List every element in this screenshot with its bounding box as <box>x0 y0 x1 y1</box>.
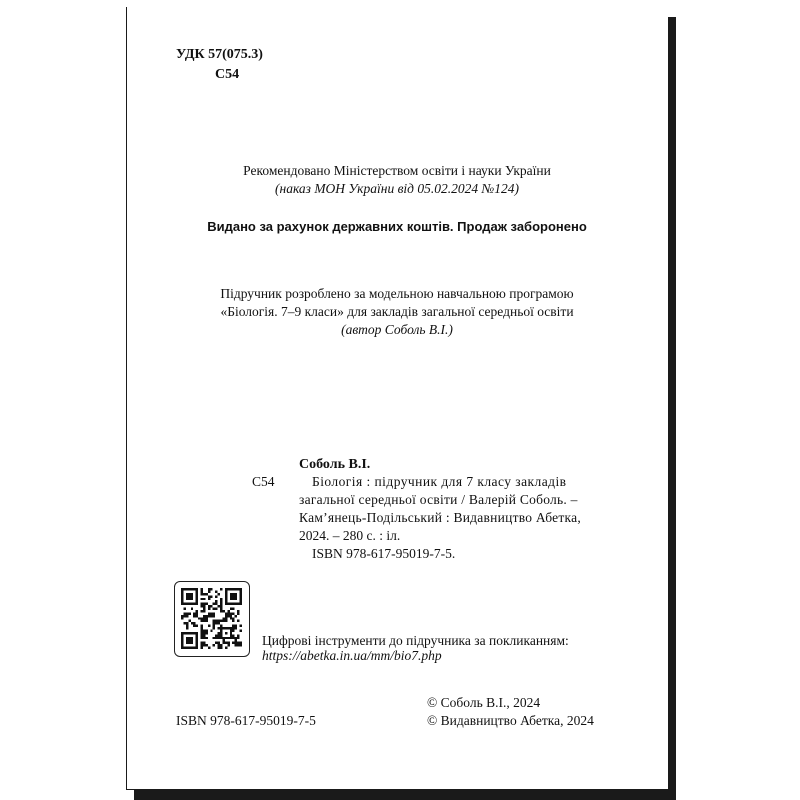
catalog-code-left: С54 <box>252 474 275 489</box>
catalog-code: С54 <box>215 67 240 82</box>
catalog-line: 2024. – 280 с. : іл. <box>299 528 401 543</box>
book-page <box>126 7 668 790</box>
catalog-isbn: ISBN 978-617-95019-7-5. <box>312 546 456 561</box>
catalog-line: Біологія : підручник для 7 класу закладів <box>312 474 567 489</box>
state-funds-notice: Видано за рахунок державних коштів. Продаж заборонено <box>207 219 587 234</box>
udk-code: УДК 57(075.3) <box>176 47 263 62</box>
digital-tools-link[interactable]: https://abetka.in.ua/mm/bio7.php <box>262 648 442 663</box>
program-line1: Підручник розроблено за модельною навчальною програмою <box>220 286 574 301</box>
program-author: (автор Соболь В.І.) <box>341 322 453 337</box>
recommendation-order: (наказ МОН України від 05.02.2024 №124) <box>275 181 519 196</box>
recommendation-line1: Рекомендовано Міністерством освіти і науки України <box>243 163 551 178</box>
digital-tools-label: Цифрові інструменти до підручника за покликанням: <box>262 633 569 648</box>
catalog-line: загальної середньої освіти / Валерій Соболь. – <box>299 492 578 507</box>
catalog-author: Соболь В.І. <box>299 457 371 472</box>
footer-isbn: ISBN 978-617-95019-7-5 <box>176 713 316 728</box>
program-line2: «Біологія. 7–9 класи» для закладів загальної середньої освіти <box>220 304 574 319</box>
qr-code-icon[interactable] <box>174 581 250 657</box>
catalog-line: Кам’янець-Подільський : Видавництво Абетка, <box>299 510 582 525</box>
copyright-publisher: © Видавництво Абетка, 2024 <box>427 713 594 728</box>
copyright-author: © Соболь В.І., 2024 <box>427 695 541 710</box>
